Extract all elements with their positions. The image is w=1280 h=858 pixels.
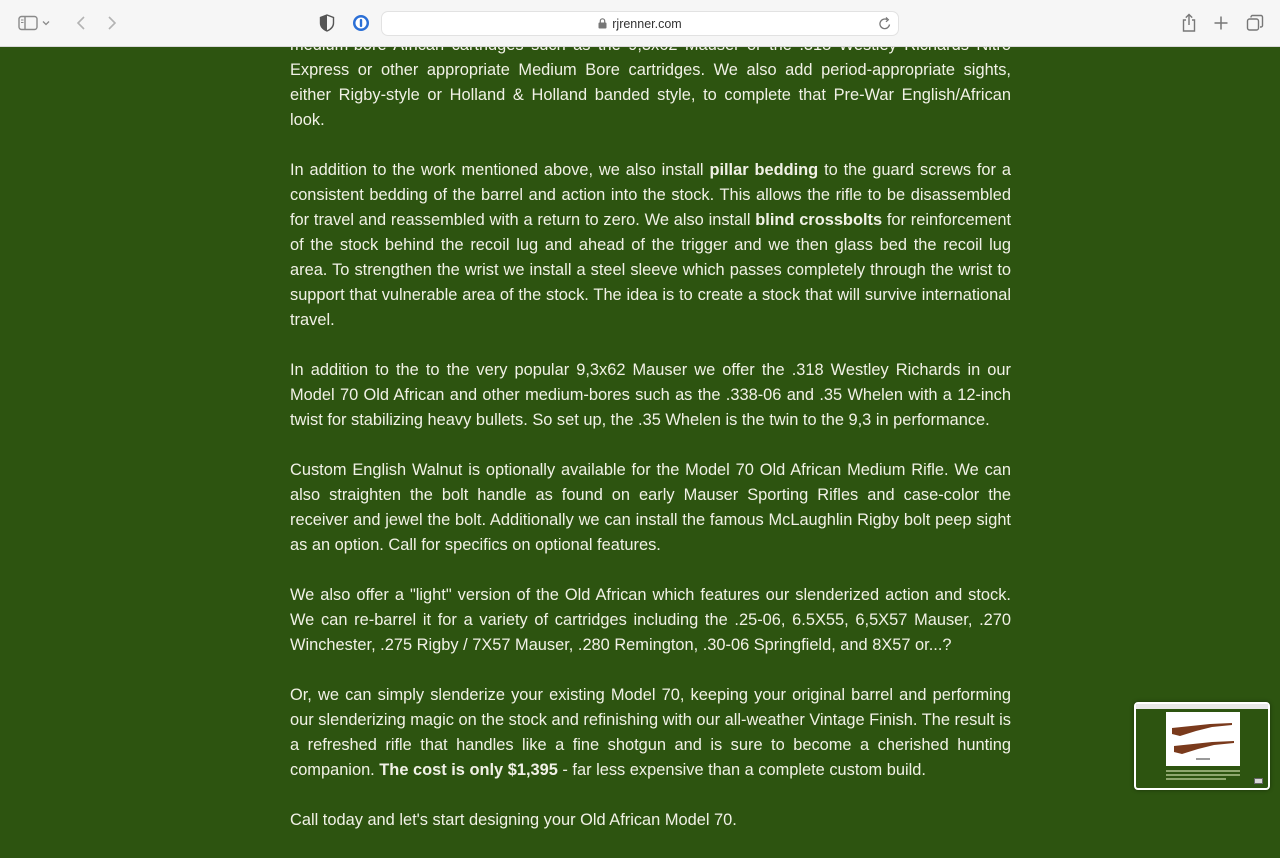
thumbnail-rifle-image bbox=[1166, 712, 1240, 766]
shield-icon[interactable] bbox=[316, 12, 338, 34]
paragraph-calibers: In addition to the to the very popular 9,3x62 Mauser we offer the .318 Westley Richards in our Model 70 Old African and other medium-bores such as the .338-06 and .35 Whelen with a 12-inch twist for stabilizing heavy bullets. So set up, the .35 Whelen is the twin to the 9,3 in performance. bbox=[290, 361, 1011, 429]
paragraph-slenderize bbox=[290, 683, 1011, 783]
address-bar[interactable] bbox=[381, 11, 899, 36]
reload-icon[interactable] bbox=[878, 16, 892, 31]
chevron-down-icon[interactable] bbox=[40, 12, 52, 34]
lock-icon bbox=[598, 18, 607, 29]
article-body bbox=[290, 0, 1011, 858]
paragraph-call-today: Call today and let's start designing your Old African Model 70. bbox=[290, 811, 737, 829]
paragraph-text: for reinforcement of the stock behind the recoil lug and ahead of the trigger and we then glass bed the recoil lug area. To strengthen the wrist we install a steel sleeve which passes completely through the wrist to support that vulnerable area of the stock. The idea is to create a stock that will survive international travel. bbox=[290, 211, 1011, 329]
paragraph-bedding bbox=[290, 158, 1011, 333]
forward-icon[interactable] bbox=[101, 12, 123, 34]
thumbnail-text-line bbox=[1166, 770, 1240, 772]
share-icon[interactable] bbox=[1178, 12, 1200, 34]
paragraph-text: Or, we can simply slenderize your existing Model 70, keeping your original barrel and performing our slenderizing magic on the stock and refinishing with our all-weather Vintage Finish. The result is a refreshed rifle that handles like a fine shotgun and is sure to become a cherished hunting companion. bbox=[290, 686, 1011, 779]
new-tab-icon[interactable] bbox=[1210, 12, 1232, 34]
thumbnail-expand-button[interactable] bbox=[1254, 778, 1263, 784]
tab-overview-icon[interactable] bbox=[1244, 12, 1266, 34]
paragraph-sights: Express or other appropriate Medium Bore cartridges. We also add period-appropriate sights, either Rigby-style or Holland & Holland banded style, to complete that Pre-War English/African look. bbox=[290, 61, 1011, 129]
cost-bold: The cost is only $1,395 bbox=[379, 761, 558, 779]
browser-toolbar bbox=[0, 0, 1280, 47]
thumbnail-toolbar bbox=[1136, 704, 1268, 709]
paragraph-light-version: We also offer a "light" version of the Old African which features our slenderized action and stock. We can re-barrel it for a variety of cartridges including the .25-06, 6.5X55, 6,5X57 Mauser, .270 Winchester, .275 Rigby / 7X57 Mauser, .280 Remington, .30-06 Springfield, and 8X57 or...? bbox=[290, 586, 1011, 654]
sidebar-icon[interactable] bbox=[17, 12, 39, 34]
blind-crossbolts-bold: blind crossbolts bbox=[755, 211, 883, 229]
paragraph-options: Custom English Walnut is optionally available for the Model 70 Old African Medium Rifle. We can also straighten the bolt handle as found on early Mauser Sporting Rifles and case-color the receiver and jewel the bolt. Additionally we can install the famous McLaughlin Rigby bolt peep sight as an option. Call for specifics on optional features. bbox=[290, 461, 1011, 554]
paragraph-text: to the guard screws for a consistent bedding of the barrel and action into the stock. This allows the rifle to be disassembled for travel and reassembled with a return to zero. We also install bbox=[290, 161, 1011, 229]
paragraph-text: - far less expensive than a complete custom build. bbox=[557, 761, 926, 779]
thumbnail-text-line bbox=[1166, 778, 1226, 780]
back-icon[interactable] bbox=[70, 12, 92, 34]
thumbnail-text-line bbox=[1166, 774, 1240, 776]
paragraph-text: In addition to the work mentioned above, we also install bbox=[290, 161, 710, 179]
page-preview-thumbnail[interactable] bbox=[1134, 702, 1270, 790]
password-icon[interactable] bbox=[350, 12, 372, 34]
pillar-bedding-bold: pillar bedding bbox=[709, 161, 819, 179]
url-text: rjrenner.com bbox=[612, 16, 682, 31]
